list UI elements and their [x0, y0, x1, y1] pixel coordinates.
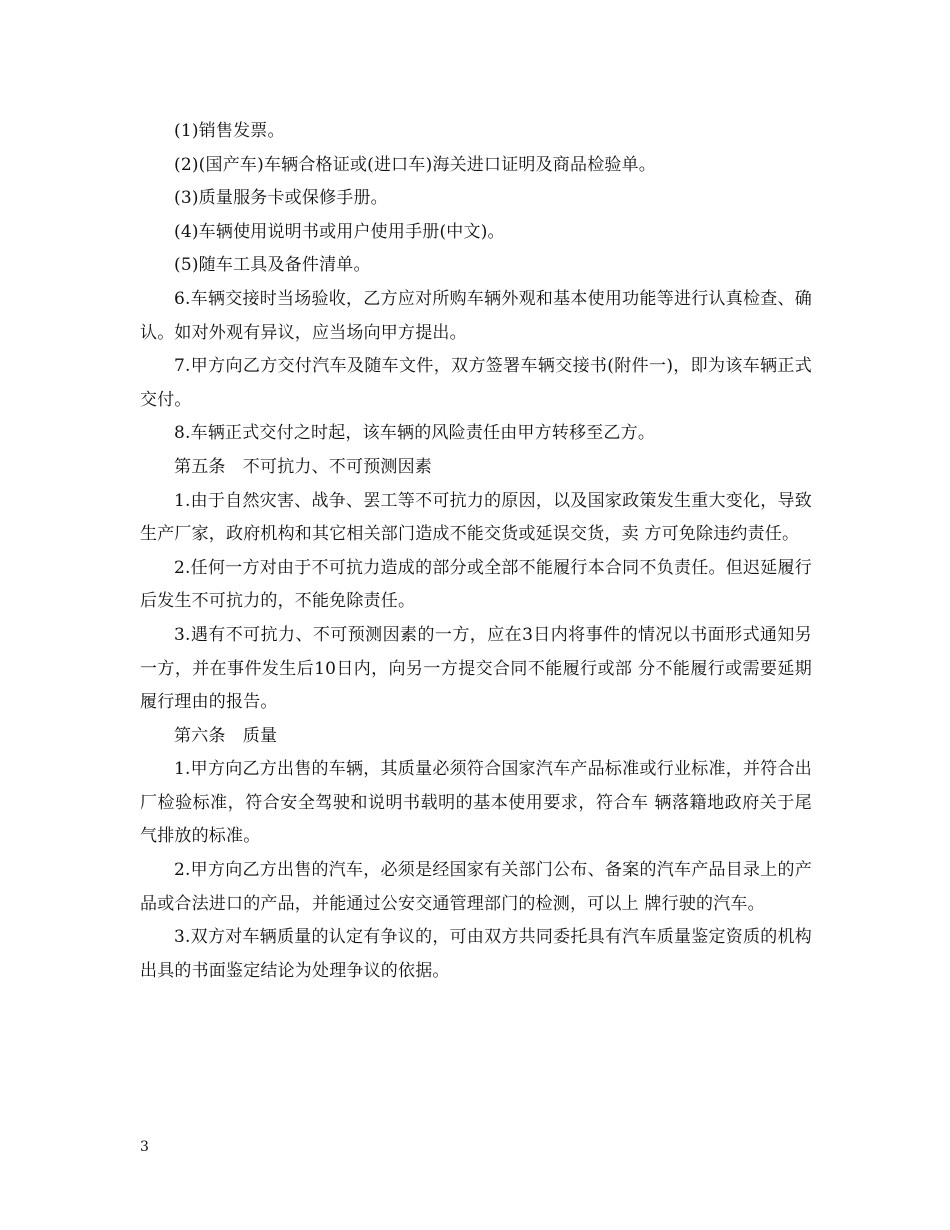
clause-paragraph: 1.由于自然灾害、战争、罢工等不可抗力的原因，以及国家政策发生重大变化，导致生产厂家，政府机构和其它相关部门造成不能交货或延误交货，卖 方可免除违约责任。	[140, 490, 812, 545]
list-item-tools-list: (5)随车工具及备件清单。	[174, 255, 371, 276]
list-item-user-manual: (4)车辆使用说明书或用户使用手册(中文)。	[174, 221, 505, 242]
list-item-vehicle-certificate: (2)(国产车)车辆合格证或(进口车)海关进口证明及商品检验单。	[174, 154, 657, 175]
list-item-sales-invoice: (1)销售发票。	[174, 121, 285, 141]
article-heading: 第五条 不可抗力、不可预测因素	[174, 456, 432, 477]
clause-paragraph: 8.车辆正式交付之时起，该车辆的风险责任由甲方转移至乙方。	[174, 423, 656, 444]
clause-paragraph: 2.任何一方对由于不可抗力造成的部分或全部不能履行本合同不负责任。但迟延履行后发生不可抗力的，不能免除责任。	[140, 557, 812, 612]
page-number: 3	[140, 1139, 149, 1155]
article-heading: 第六条 质量	[174, 725, 278, 746]
clause-paragraph: 3.遇有不可抗力、不可预测因素的一方，应在3日内将事件的情况以书面形式通知另一方，并在事件发生后10日内，向另一方提交合同不能履行或部 分不能履行或需要延期履行理由的报告。	[140, 624, 812, 713]
list-item-service-card: (3)质量服务卡或保修手册。	[174, 188, 388, 209]
document-body	[140, 115, 812, 988]
clause-paragraph: 6.车辆交接时当场验收，乙方应对所购车辆外观和基本使用功能等进行认真检查、确认。如对外观有异议，应当场向甲方提出。	[140, 288, 812, 343]
clause-paragraph: 2.甲方向乙方出售的汽车，必须是经国家有关部门公布、备案的汽车产品目录上的产品或合法进口的产品，并能通过公安交通管理部门的检测，可以上 牌行驶的汽车。	[140, 860, 812, 914]
clause-paragraph: 1.甲方向乙方出售的车辆，其质量必须符合国家汽车产品标准或行业标准，并符合出厂检验标准，符合安全驾驶和说明书载明的基本使用要求，符合车 辆落籍地政府关于尾气排放的标准。	[140, 759, 812, 847]
clause-paragraph: 3.双方对车辆质量的认定有争议的，可由双方共同委托具有汽车质量鉴定资质的机构出具的书面鉴定结论为处理争议的依据。	[140, 927, 812, 981]
clause-paragraph: 7.甲方向乙方交付汽车及随车文件，双方签署车辆交接书(附件一)，即为该车辆正式交付。	[140, 356, 812, 410]
